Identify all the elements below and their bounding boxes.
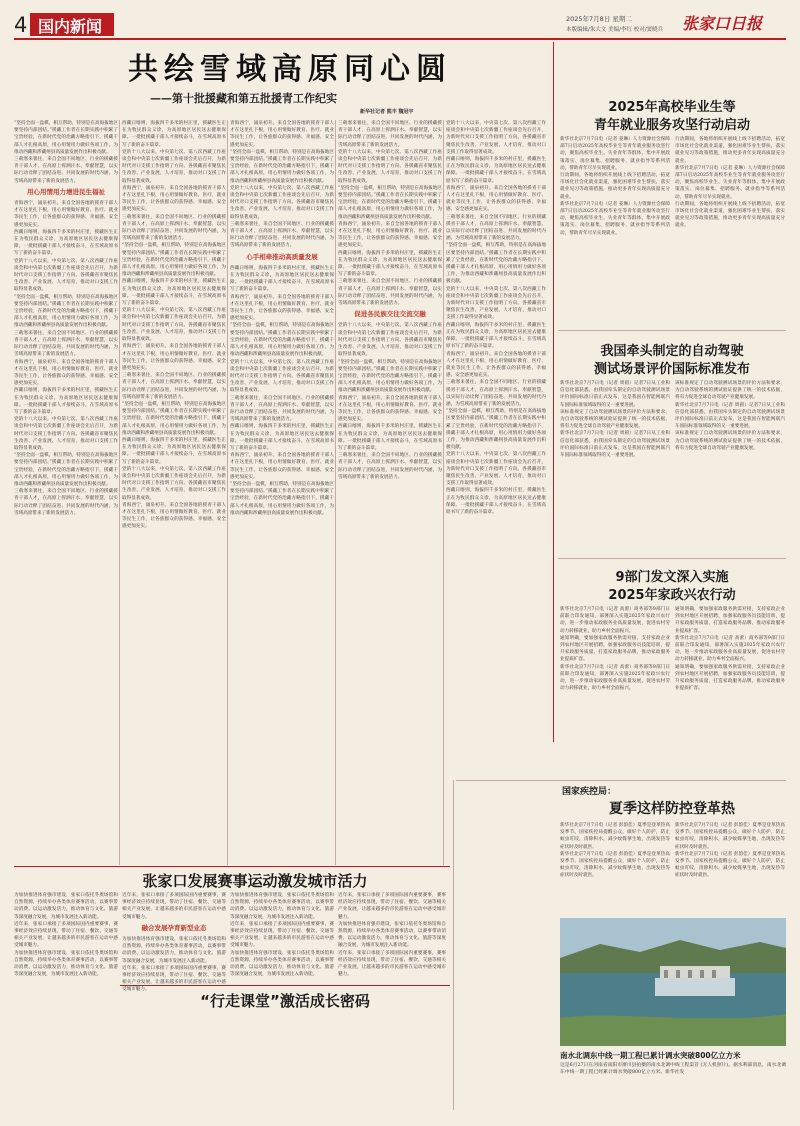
lead-paragraph: 青海西宁，涌泉初升。来自全国各地的援青干部人才在这里扎下根，用心用情做好教育、医疗、就业等民生工作，让各族群众的获得感、幸福感、安全感更加充实。 (446, 185, 546, 213)
bottom-paragraph: 为加快推进体育强市建设，张家口依托冬奥场馆和自然资源，持续举办各类体育赛事活动，以赛事带动消费、以运动激发活力，推动体育与文化、旅游等深度融合发展，为城市发展注入新动能。 (14, 950, 118, 978)
graduates-title-1: 2025年高校毕业生等 (608, 100, 736, 115)
lead-paragraph: 西藏日喀则，海拔四千多米的村庄里，援藏医生正在为牧民群众义诊，为高原地区居民送去健康保障。一批批援藏干部人才接续奋斗，在雪域高原书写了新的奋斗篇章。 (230, 265, 334, 293)
autodrive-title-2: 测试场景评价国际标准发布 (593, 362, 750, 377)
lead-paragraph: 三载寒来暑往，来自全国不同地区、行业的援藏援青干部人才，在高原上挥洒汗水、奉献智慧，以实际行动诠释了团结奋进、共同发展的时代内涵，为雪域高原带来了新的发展活力。 (14, 489, 118, 516)
reform-paragraph: 通知明确，要加强家政服务供需对接，支持家政企业到农村地区开展招聘，加强家政服务员技能培训，提升家政服务质量，打造家政服务品牌，推动家政服务业提质扩容。 (675, 607, 785, 634)
divider (558, 558, 786, 559)
photo-caption-title: 南水北调东中线一期工程已累计调水突破800亿立方米 (560, 1051, 741, 1060)
lead-paragraph: 青海西宁，涌泉初升。来自全国各地的援青干部人才在这里扎下根，用心用情做好教育、医疗、就业等民生工作，让各族群众的获得感、幸福感、安全感更加充实。 (230, 453, 334, 480)
bottom-paragraph: 近年来，张家口承接了多项国际国内重要赛事，赛事经济效应持续显现，带动了住宿、餐饮、交通等相关产业发展，让越来越多的市民游客在运动中感受城市魅力。 (230, 921, 334, 949)
lead-paragraph: “坚持全面一盘棋，相互帮助，特别是在高海拔地区要坚持内部团结。”援藏工作者在长期实践中积累了宝贵经验，在新时代党的治藏方略指引下，援藏干部人才扎根高原，用心用情用力做好各项工作，为推动西藏和涉藏州县高质量发展作出积极贡献。 (446, 409, 546, 451)
lead-paragraph: “坚持全面一盘棋，相互帮助，特别是在高海拔地区要坚持内部团结。”援藏工作者在长期实践中积累了宝贵经验，在新时代党的治藏方略指引下，援藏干部人才扎根高原，用心用情用力做好各项工作，为推动西藏和涉藏州县高质量发展作出积极贡献。 (230, 323, 334, 358)
lead-paragraph: 西藏日喀则，海拔四千多米的村庄里，援藏医生正在为牧民群众义诊，为高原地区居民送去健康保障。一批批援藏干部人才接续奋斗，在雪域高原书写了新的奋斗篇章。 (446, 488, 546, 515)
lead-paragraph: 党的十八大以来，中央第七次、第八次西藏工作座谈会和中央第七次新疆工作座谈会先后召开，为新时代对口支援工作指明了方向。各援藏省市聚焦民生改善、产业发展、人才培育，推动对口支援工作取得显著成效。 (338, 323, 442, 358)
bottom-paragraph: 近年来，张家口承接了多项国际国内重要赛事，赛事经济效应持续显现，带动了住宿、餐饮、交通等相关产业发展，让越来越多的市民游客在运动中感受城市魅力。 (338, 950, 446, 978)
lead-paragraph: 三载寒来暑往，来自全国不同地区、行业的援藏援青干部人才，在高原上挥洒汗水、奉献智慧，以实际行动诠释了团结奋进、共同发展的时代内涵，为雪域高原带来了新的发展活力。 (14, 330, 118, 358)
lead-paragraph: 西藏日喀则，海拔四千多米的村庄里，援藏医生正在为牧民群众义诊，为高原地区居民送去健康保障。一批批援藏干部人才接续奋斗，在雪域高原书写了新的奋斗篇章。 (14, 229, 118, 257)
section-title: 国内新闻 (38, 17, 103, 36)
lead-paragraph: “坚持全面一盘棋，相互帮助，特别是在高海拔地区要坚持内部团结。”援藏工作者在长期实践中积累了宝贵经验，在新时代党的治藏方略指引下，援藏干部人才扎根高原，用心用情用力做好各项工作，为推动西藏和涉藏州县高质量发展作出积极贡献。 (338, 359, 442, 394)
lead-column-4 (338, 120, 442, 870)
lead-paragraph: 青海西宁，涌泉初升。来自全国各地的援青干部人才在这里扎下根，用心用情做好教育、医疗、就业等民生工作，让各族群众的获得感、幸福感、安全感更加充实。 (338, 395, 442, 423)
lead-paragraph: 三载寒来暑往，来自全国不同地区、行业的援藏援青干部人才，在高原上挥洒汗水、奉献智慧，以实际行动诠释了团结奋进、共同发展的时代内涵，为雪域高原带来了新的发展活力。 (446, 380, 546, 407)
autodrive-body-1 (560, 380, 670, 555)
reform-paragraph: 新华社北京7月7日电（记者 高蕾）商务部等9部门日前联合印发通知，部署深入实施2025年家政兴农行动，进一步推动家政服务业高质量发展，促进农村劳动力转移就业，助力乡村全面振兴。 (675, 635, 785, 663)
divider (558, 330, 786, 331)
photo-caption: 这是6月27日在河南省南阳市淅川县拍摄的南水北调中线工程渠首 (无人机照片)。据水利部消息，南水北调东中线一期工程已经累计调水突破800亿立方米。新华社发 (560, 1063, 786, 1076)
divider (227, 120, 228, 865)
lead-paragraph: 西藏日喀则，海拔四千多米的村庄里，援藏医生正在为牧民群众义诊，为高原地区居民送去健康保障。一批批援藏干部人才接续奋斗，在雪域高原书写了新的奋斗篇章。 (14, 388, 118, 415)
lead-paragraph: 党的十八大以来，中央第七次、第八次西藏工作座谈会和中央第七次新疆工作座谈会先后召开，为新时代对口支援工作指明了方向。各援藏省市聚焦民生改善、产业发展、人才培育，推动对口支援工作取得显著成效。 (122, 308, 226, 343)
divider (14, 866, 450, 867)
lead-column-1 (14, 120, 118, 870)
meteo-paragraph: 新华社北京7月7日电（记者 彭韵佳）夏季是登革热高发季节。国家疾控局提醒公众，做好个人防护，防止蚊虫叮咬，清除积水，减少蚊媒孳生地，出现发热等症状时及时就医。 (560, 823, 670, 850)
lead-paragraph: 三载寒来暑往，来自全国不同地区、行业的援藏援青干部人才，在高原上挥洒汗水、奉献智慧，以实际行动诠释了团结奋进、共同发展的时代内涵，为雪域高原带来了新的发展活力。 (122, 214, 226, 242)
lead-paragraph: 青海西宁，涌泉初升。来自全国各地的援青干部人才在这里扎下根，用心用情做好教育、医疗、就业等民生工作，让各族群众的获得感、幸福感、安全感更加充实。 (122, 344, 226, 371)
meteo-paragraph: 新华社北京7月7日电（记者 彭韵佳）夏季是登革热高发季节。国家疾控局提醒公众，做好个人防护，防止蚊虫叮咬，清除积水，减少蚊媒孳生地，出现发热等症状时及时就医。 (675, 851, 785, 879)
divider (119, 120, 120, 865)
lead-paragraph: 党的十八大以来，中央第七次、第八次西藏工作座谈会和中央第七次新疆工作座谈会先后召开，为新时代对口支援工作指明了方向。各援藏省市聚焦民生改善、产业发展、人才培育，推动对口支援工作取得显著成效。 (338, 149, 442, 184)
lead-paragraph: 西藏日喀则，海拔四千多米的村庄里，援藏医生正在为牧民群众义诊，为高原地区居民送去健康保障。一批批援藏干部人才接续奋斗，在雪域高原书写了新的奋斗篇章。 (122, 121, 226, 148)
lead-paragraph: 三载寒来暑往，来自全国不同地区、行业的援藏援青干部人才，在高原上挥洒汗水、奉献智慧，以实际行动诠释了团结奋进、共同发展的时代内涵，为雪域高原带来了新的发展活力。 (230, 221, 334, 249)
graduates-paragraph: 新华社北京7月7日电（记者 姜琳）人力资源社会保障部7日启动2025年高校毕业生等青年就业服务攻坚行动，聚焦高校毕业生、失业青年等群体，集中开展政策落实、岗位募集、招聘服务、就业指导等系列活动，帮助青年尽早实现就业。 (560, 137, 670, 171)
lead-paragraph: 西藏日喀则，海拔四千多米的村庄里，援藏医生正在为牧民群众义诊，为高原地区居民送去健康保障。一批批援藏干部人才接续奋斗，在雪域高原书写了新的奋斗篇章。 (122, 437, 226, 465)
lead-paragraph: 党的十八大以来，中央第七次、第八次西藏工作座谈会和中央第七次新疆工作座谈会先后召开，为新时代对口支援工作指明了方向。各援藏省市聚焦民生改善、产业发展、人才培育，推动对口支援工作取得显著成效。 (14, 258, 118, 293)
lead-paragraph: 党的十八大以来，中央第七次、第八次西藏工作座谈会和中央第七次新疆工作座谈会先后召开，为新时代对口支援工作指明了方向。各援藏省市聚焦民生改善、产业发展、人才培育，推动对口支援工作取得显著成效。 (14, 417, 118, 451)
reform-title-2: 2025年家政兴农行动 (608, 588, 736, 603)
header-rule (14, 38, 786, 40)
photo-dam (560, 918, 786, 1046)
lead-paragraph: 党的十八大以来，中央第七次、第八次西藏工作座谈会和中央第七次新疆工作座谈会先后召开，为新时代对口支援工作指明了方向。各援藏省市聚焦民生改善、产业发展、人才培育，推动对口支援工作取得显著成效。 (446, 286, 546, 321)
graduates-title-2: 青年就业服务攻坚行动启动 (593, 118, 750, 133)
lead-paragraph: 三载寒来暑往，来自全国不同地区、行业的援藏援青干部人才，在高原上挥洒汗水、奉献智慧，以实际行动诠释了团结奋进、共同发展的时代内涵，为雪域高原带来了新的发展活力。 (338, 279, 442, 307)
autodrive-paragraph: 该标准规定了自动驾驶测试场景的评价方法和要求，为自动驾驶系统的测试验证提供了统一的技术依据，将有力促进全球自动驾驶产业健康发展。 (675, 431, 785, 451)
autodrive-title-1: 我国牵头制定的自动驾驶 (600, 344, 744, 359)
lead-subtitle: ——第十批援藏和第五批援青工作纪实 (150, 92, 337, 105)
lead-paragraph: 党的十八大以来，中央第七次、第八次西藏工作座谈会和中央第七次新疆工作座谈会先后召开，为新时代对口支援工作指明了方向。各援藏省市聚焦民生改善、产业发展、人才培育，推动对口支援工作取得显著成效。 (446, 121, 546, 155)
lead-paragraph: 青海西宁，涌泉初升。来自全国各地的援青干部人才在这里扎下根，用心用情做好教育、医疗、就业等民生工作，让各族群众的获得感、幸福感、安全感更加充实。 (446, 351, 546, 379)
lead-subhead: 心手相牵推动高质量发展 (246, 252, 318, 261)
lead-paragraph: 青海西宁，涌泉初升。来自全国各地的援青干部人才在这里扎下根，用心用情做好教育、医疗、就业等民生工作，让各族群众的获得感、幸福感、安全感更加充实。 (14, 359, 118, 387)
lead-paragraph: “坚持全面一盘棋，相互帮助，特别是在高海拔地区要坚持内部团结。”援藏工作者在长期实践中积累了宝贵经验，在新时代党的治藏方略指引下，援藏干部人才扎根高原，用心用情用力做好各项工作，为推动西藏和涉藏州县高质量发展作出积极贡献。 (230, 481, 334, 516)
lead-paragraph: 党的十八大以来，中央第七次、第八次西藏工作座谈会和中央第七次新疆工作座谈会先后召开，为新时代对口支援工作指明了方向。各援藏省市聚焦民生改善、产业发展、人才培育，推动对口支援工作取得显著成效。 (122, 466, 226, 501)
reform-title-1: 9部门发文深入实施 (615, 570, 729, 585)
autodrive-paragraph: 新华社北京7月7日电（记者 周圆）记者7日从工业和信息化部获悉，由我国牵头制定的自动驾驶测试场景评价国际标准日前正式发布，这是我国在智能网联汽车国际标准领域取得的又一重要进展。 (675, 402, 785, 430)
bottom-left-body-1 (14, 892, 118, 1112)
bottom-paragraph: 近年来，张家口承接了多项国际国内重要赛事，赛事经济效应持续显现，带动了住宿、餐饮、交通等相关产业发展，让越来越多的市民游客在运动中感受城市魅力。 (122, 965, 226, 993)
graduates-body-1 (560, 136, 670, 326)
bottom-paragraph: 近年来，张家口承接了多项国际国内重要赛事，赛事经济效应持续显现，带动了住宿、餐饮、交通等相关产业发展，让越来越多的市民游客在运动中感受城市魅力。 (338, 893, 446, 920)
lead-paragraph: “坚持全面一盘棋，相互帮助，特别是在高海拔地区要坚持内部团结。”援藏工作者在长期实践中积累了宝贵经验，在新时代党的治藏方略指引下，援藏干部人才扎根高原，用心用情用力做好各项工作，为推动西藏和涉藏州县高质量发展作出积极贡献。 (14, 453, 118, 487)
autodrive-body-2 (675, 380, 785, 555)
lead-paragraph: 青海西宁，涌泉初升。来自全国各地的援青干部人才在这里扎下根，用心用情做好教育、医疗、就业等民生工作，让各族群众的获得感、幸福感、安全感更加充实。 (122, 185, 226, 213)
meteo-kicker: 国家疾控局： (562, 787, 617, 797)
lead-paragraph: 三载寒来暑往，来自全国不同地区、行业的援藏援青干部人才，在高原上挥洒汗水、奉献智慧，以实际行动诠释了团结奋进、共同发展的时代内涵，为雪域高原带来了新的发展活力。 (230, 395, 334, 423)
bottom-paragraph: 近年来，张家口承接了多项国际国内重要赛事，赛事经济效应持续显现，带动了住宿、餐饮、交通等相关产业发展，让越来越多的市民游客在运动中感受城市魅力。 (122, 893, 226, 920)
reform-body-2 (675, 606, 785, 776)
graduates-paragraph: 行动期间，各地将组织开展线上线下招聘活动，拓宽市场化社会化就业渠道，强化困难毕业生帮扶，落实就业见习等政策措施，推动更多青年实现高质量充分就业。 (675, 201, 785, 229)
meteo-paragraph: 新华社北京7月7日电（记者 彭韵佳）夏季是登革热高发季节。国家疾控局提醒公众，做好个人防护，防止蚊虫叮咬，清除积水，减少蚊媒孳生地，出现发热等症状时及时就医。 (675, 823, 785, 850)
lead-paragraph: 党的十八大以来，中央第七次、第八次西藏工作座谈会和中央第七次新疆工作座谈会先后召开，为新时代对口支援工作指明了方向。各援藏省市聚焦民生改善、产业发展、人才培育，推动对口支援工作取得显著成效。 (122, 149, 226, 184)
autodrive-paragraph: 该标准规定了自动驾驶测试场景的评价方法和要求，为自动驾驶系统的测试验证提供了统一的技术依据，将有力促进全球自动驾驶产业健康发展。 (675, 381, 785, 401)
lead-paragraph: 三载寒来暑往，来自全国不同地区、行业的援藏援青干部人才，在高原上挥洒汗水、奉献智慧，以实际行动诠释了团结奋进、共同发展的时代内涵，为雪域高原带来了新的发展活力。 (338, 453, 442, 480)
reform-paragraph: 新华社北京7月7日电（记者 高蕾）商务部等9部门日前联合印发通知，部署深入实施2025年家政兴农行动，进一步推动家政服务业高质量发展，促进农村劳动力转移就业，助力乡村全面振兴。 (560, 607, 670, 634)
lead-column-5 (446, 120, 546, 870)
lead-paragraph: 三载寒来暑往，来自全国不同地区、行业的援藏援青干部人才，在高原上挥洒汗水、奉献智慧，以实际行动诠释了团结奋进、共同发展的时代内涵，为雪域高原带来了新的发展活力。 (338, 121, 442, 148)
bottom-paragraph: 为加快推进体育强市建设，张家口依托冬奥场馆和自然资源，持续举办各类体育赛事活动，以赛事带动消费、以运动激发活力，推动体育与文化、旅游等深度融合发展，为城市发展注入新动能。 (230, 950, 334, 978)
lead-paragraph: 西藏日喀则，海拔四千多米的村庄里，援藏医生正在为牧民群众义诊，为高原地区居民送去健康保障。一批批援藏干部人才接续奋斗，在雪域高原书写了新的奋斗篇章。 (338, 250, 442, 278)
lead-paragraph: 西藏日喀则，海拔四千多米的村庄里，援藏医生正在为牧民群众义诊，为高原地区居民送去健康保障。一批批援藏干部人才接续奋斗，在雪域高原书写了新的奋斗篇章。 (446, 157, 546, 184)
lead-paragraph: 西藏日喀则，海拔四千多米的村庄里，援藏医生正在为牧民群众义诊，为高原地区居民送去健康保障。一批批援藏干部人才接续奋斗，在雪域高原书写了新的奋斗篇章。 (338, 424, 442, 451)
lead-byline: 新华社记者 熊丰 魏冠宇 (360, 109, 414, 115)
bottom-subhead: 融合发展孕育新型业态 (141, 923, 207, 932)
divider (453, 780, 454, 1110)
lead-paragraph: 党的十八大以来，中央第七次、第八次西藏工作座谈会和中央第七次新疆工作座谈会先后召开，为新时代对口支援工作指明了方向。各援藏省市聚焦民生改善、产业发展、人才培育，推动对口支援工作取得显著成效。 (446, 452, 546, 487)
graduates-paragraph: 行动期间，各地将组织开展线上线下招聘活动，拓宽市场化社会化就业渠道，强化困难毕业生帮扶，落实就业见习等政策措施，推动更多青年实现高质量充分就业。 (560, 173, 670, 200)
meteo-paragraph: 新华社北京7月7日电（记者 彭韵佳）夏季是登革热高发季节。国家疾控局提醒公众，做好个人防护，防止蚊虫叮咬，清除积水，减少蚊媒孳生地，出现发热等症状时及时就医。 (560, 851, 670, 879)
autodrive-paragraph: 新华社北京7月7日电（记者 周圆）记者7日从工业和信息化部获悉，由我国牵头制定的自动驾驶测试场景评价国际标准日前正式发布，这是我国在智能网联汽车国际标准领域取得的又一重要进展。 (560, 381, 670, 408)
graduates-paragraph: 新华社北京7月7日电（记者 姜琳）人力资源社会保障部7日启动2025年高校毕业生等青年就业服务攻坚行动，聚焦高校毕业生、失业青年等群体，集中开展政策落实、岗位募集、招聘服务、就业指导等系列活动，帮助青年尽早实现就业。 (675, 165, 785, 200)
reform-paragraph: 新华社北京7月7日电（记者 高蕾）商务部等9部门日前联合印发通知，部署深入实施2025年家政兴农行动，进一步推动家政服务业高质量发展，促进农村劳动力转移就业，助力乡村全面振兴。 (560, 664, 670, 692)
lead-paragraph: “坚持全面一盘棋，相互帮助，特别是在高海拔地区要坚持内部团结。”援藏工作者在长期实践中积累了宝贵经验，在新时代党的治藏方略指引下，援藏干部人才扎根高原，用心用情用力做好各项工作，为推动西藏和涉藏州县高质量发展作出积极贡献。 (14, 294, 118, 329)
issue-date: 2025年7月8日 星期二 (566, 15, 632, 23)
lead-paragraph: 青海西宁，涌泉初升。来自全国各地的援青干部人才在这里扎下根，用心用情做好教育、医疗、就业等民生工作，让各族群众的获得感、幸福感、安全感更加充实。 (338, 221, 442, 249)
lead-paragraph: 青海西宁，涌泉初升。来自全国各地的援青干部人才在这里扎下根，用心用情做好教育、医疗、就业等民生工作，让各族群众的获得感、幸福感、安全感更加充实。 (122, 502, 226, 530)
lead-column-2 (122, 120, 226, 870)
graduates-paragraph: 新华社北京7月7日电（记者 姜琳）人力资源社会保障部7日启动2025年高校毕业生等青年就业服务攻坚行动，聚焦高校毕业生、失业青年等群体，集中开展政策落实、岗位募集、招聘服务、就业指导等系列活动，帮助青年尽早实现就业。 (560, 201, 670, 236)
bottom-mid-title: “行走课堂”激活成长密码 (200, 992, 370, 1010)
meteo-body-1 (560, 822, 670, 912)
lead-paragraph: “坚持全面一盘棋，相互帮助，特别是在高海拔地区要坚持内部团结。”援藏工作者在长期实践中积累了宝贵经验，在新时代党的治藏方略指引下，援藏干部人才扎根高原，用心用情用力做好各项工作，为推动西藏和涉藏州县高质量发展作出积极贡献。 (122, 243, 226, 278)
lead-paragraph: 党的十八大以来，中央第七次、第八次西藏工作座谈会和中央第七次新疆工作座谈会先后召开，为新时代对口支援工作指明了方向。各援藏省市聚焦民生改善、产业发展、人才培育，推动对口支援工作取得显著成效。 (230, 359, 334, 394)
lead-paragraph: “坚持全面一盘棋，相互帮助，特别是在高海拔地区要坚持内部团结。”援藏工作者在长期实践中积累了宝贵经验，在新时代党的治藏方略指引下，援藏干部人才扎根高原，用心用情用力做好各项工作，为推动西藏和涉藏州县高质量发展作出积极贡献。 (230, 149, 334, 184)
graduates-body-2 (675, 136, 785, 326)
divider (335, 120, 336, 865)
reform-paragraph: 通知明确，要加强家政服务供需对接，支持家政企业到农村地区开展招聘，加强家政服务员技能培训，提升家政服务质量，打造家政服务品牌，推动家政服务业提质扩容。 (560, 635, 670, 663)
lead-paragraph: “坚持全面一盘棋，相互帮助，特别是在高海拔地区要坚持内部团结。”援藏工作者在长期实践中积累了宝贵经验，在新时代党的治藏方略指引下，援藏干部人才扎根高原，用心用情用力做好各项工作，为推动西藏和涉藏州县高质量发展作出积极贡献。 (338, 185, 442, 220)
lead-paragraph: 三载寒来暑往，来自全国不同地区、行业的援藏援青干部人才，在高原上挥洒汗水、奉献智慧，以实际行动诠释了团结奋进、共同发展的时代内涵，为雪域高原带来了新的发展活力。 (122, 373, 226, 400)
bottom-paragraph: 为加快推进体育强市建设，张家口依托冬奥场馆和自然资源，持续举办各类体育赛事活动，以赛事带动消费、以运动激发活力，推动体育与文化、旅游等深度融合发展，为城市发展注入新动能。 (122, 937, 226, 964)
lead-paragraph: 三载寒来暑往，来自全国不同地区、行业的援藏援青干部人才，在高原上挥洒汗水、奉献智慧，以实际行动诠释了团结奋进、共同发展的时代内涵，为雪域高原带来了新的发展活力。 (14, 157, 118, 184)
divider (553, 42, 554, 742)
autodrive-paragraph: 该标准规定了自动驾驶测试场景的评价方法和要求，为自动驾驶系统的测试验证提供了统一的技术依据，将有力促进全球自动驾驶产业健康发展。 (560, 409, 670, 430)
masthead-logo: 张家口日报 (682, 14, 763, 33)
meteo-title: 夏季这样防控登革热 (609, 801, 735, 817)
meteo-body-2 (675, 822, 785, 912)
lead-paragraph: 西藏日喀则，海拔四千多米的村庄里，援藏医生正在为牧民群众义诊，为高原地区居民送去健康保障。一批批援藏干部人才接续奋斗，在雪域高原书写了新的奋斗篇章。 (446, 322, 546, 350)
lead-title: 共绘雪域高原同心圆 (128, 52, 452, 87)
lead-paragraph: 青海西宁，涌泉初升。来自全国各地的援青干部人才在这里扎下根，用心用情做好教育、医疗、就业等民生工作，让各族群众的获得感、幸福感、安全感更加充实。 (14, 201, 118, 228)
bottom-paragraph: 为加快推进体育强市建设，张家口依托冬奥场馆和自然资源，持续举办各类体育赛事活动，以赛事带动消费、以运动激发活力，推动体育与文化、旅游等深度融合发展，为城市发展注入新动能。 (338, 921, 446, 949)
lead-paragraph: 西藏日喀则，海拔四千多米的村庄里，援藏医生正在为牧民群众义诊，为高原地区居民送去健康保障。一批批援藏干部人才接续奋斗，在雪域高原书写了新的奋斗篇章。 (122, 279, 226, 307)
divider (443, 120, 444, 865)
photo-dam-illustration (560, 918, 786, 1046)
lead-paragraph: 西藏日喀则，海拔四千多米的村庄里，援藏医生正在为牧民群众义诊，为高原地区居民送去健康保障。一批批援藏干部人才接续奋斗，在雪域高原书写了新的奋斗篇章。 (230, 424, 334, 451)
bottom-paragraph: 为加快推进体育强市建设，张家口依托冬奥场馆和自然资源，持续举办各类体育赛事活动，以赛事带动消费、以运动激发活力，推动体育与文化、旅游等深度融合发展，为城市发展注入新动能。 (14, 893, 118, 920)
lead-paragraph: “坚持全面一盘棋，相互帮助，特别是在高海拔地区要坚持内部团结。”援藏工作者在长期实践中积累了宝贵经验，在新时代党的治藏方略指引下，援藏干部人才扎根高原，用心用情用力做好各项工作，为推动西藏和涉藏州县高质量发展作出积极贡献。 (446, 243, 546, 285)
lead-paragraph: 党的十八大以来，中央第七次、第八次西藏工作座谈会和中央第七次新疆工作座谈会先后召开，为新时代对口支援工作指明了方向。各援藏省市聚焦民生改善、产业发展、人才培育，推动对口支援工作取得显著成效。 (230, 185, 334, 220)
reform-paragraph: 通知明确，要加强家政服务供需对接，支持家政企业到农村地区开展招聘，加强家政服务员技能培训，提升家政服务质量，打造家政服务品牌，推动家政服务业提质扩容。 (675, 664, 785, 692)
graduates-paragraph: 行动期间，各地将组织开展线上线下招聘活动，拓宽市场化社会化就业渠道，强化困难毕业生帮扶，落实就业见习等政策措施，推动更多青年实现高质量充分就业。 (675, 137, 785, 164)
reform-body-1 (560, 606, 670, 776)
page-number: 4 (14, 13, 28, 37)
lead-column-3 (230, 120, 334, 870)
bottom-paragraph: 为加快推进体育强市建设，张家口依托冬奥场馆和自然资源，持续举办各类体育赛事活动，以赛事带动消费、以运动激发活力，推动体育与文化、旅游等深度融合发展，为城市发展注入新动能。 (230, 893, 334, 920)
divider (120, 985, 450, 986)
lead-paragraph: “坚持全面一盘棋，相互帮助，特别是在高海拔地区要坚持内部团结。”援藏工作者在长期实践中积累了宝贵经验，在新时代党的治藏方略指引下，援藏干部人才扎根高原，用心用情用力做好各项工作，为推动西藏和涉藏州县高质量发展作出积极贡献。 (122, 401, 226, 436)
lead-subhead: 促进各民族交往交流交融 (354, 310, 426, 319)
bottom-left-title: 张家口发展赛事运动激发城市活力 (142, 872, 368, 890)
lead-subhead: 用心用情用力增进民生福祉 (27, 187, 105, 196)
lead-paragraph: 青海西宁，涌泉初升。来自全国各地的援青干部人才在这里扎下根，用心用情做好教育、医疗、就业等民生工作，让各族群众的获得感、幸福感、安全感更加充实。 (230, 294, 334, 322)
lead-paragraph: “坚持全面一盘棋，相互帮助，特别是在高海拔地区要坚持内部团结。”援藏工作者在长期实践中积累了宝贵经验，在新时代党的治藏方略指引下，援藏干部人才扎根高原，用心用情用力做好各项工作，为推动西藏和涉藏州县高质量发展作出积极贡献。 (14, 121, 118, 155)
bottom-paragraph: 近年来，张家口承接了多项国际国内重要赛事，赛事经济效应持续显现，带动了住宿、餐饮、交通等相关产业发展，让越来越多的市民游客在运动中感受城市魅力。 (14, 921, 118, 949)
autodrive-paragraph: 新华社北京7月7日电（记者 周圆）记者7日从工业和信息化部获悉，由我国牵头制定的自动驾驶测试场景评价国际标准日前正式发布，这是我国在智能网联汽车国际标准领域取得的又一重要进展。 (560, 431, 670, 459)
lead-paragraph: 青海西宁，涌泉初升。来自全国各地的援青干部人才在这里扎下根，用心用情做好教育、医疗、就业等民生工作，让各族群众的获得感、幸福感、安全感更加充实。 (230, 121, 334, 148)
editor-credits: 本版编辑/朱大文 美编/李红 校对/窦晓兵 (566, 27, 664, 33)
divider (456, 780, 786, 781)
lead-paragraph: 三载寒来暑往，来自全国不同地区、行业的援藏援青干部人才，在高原上挥洒汗水、奉献智慧，以实际行动诠释了团结奋进、共同发展的时代内涵，为雪域高原带来了新的发展活力。 (446, 214, 546, 242)
